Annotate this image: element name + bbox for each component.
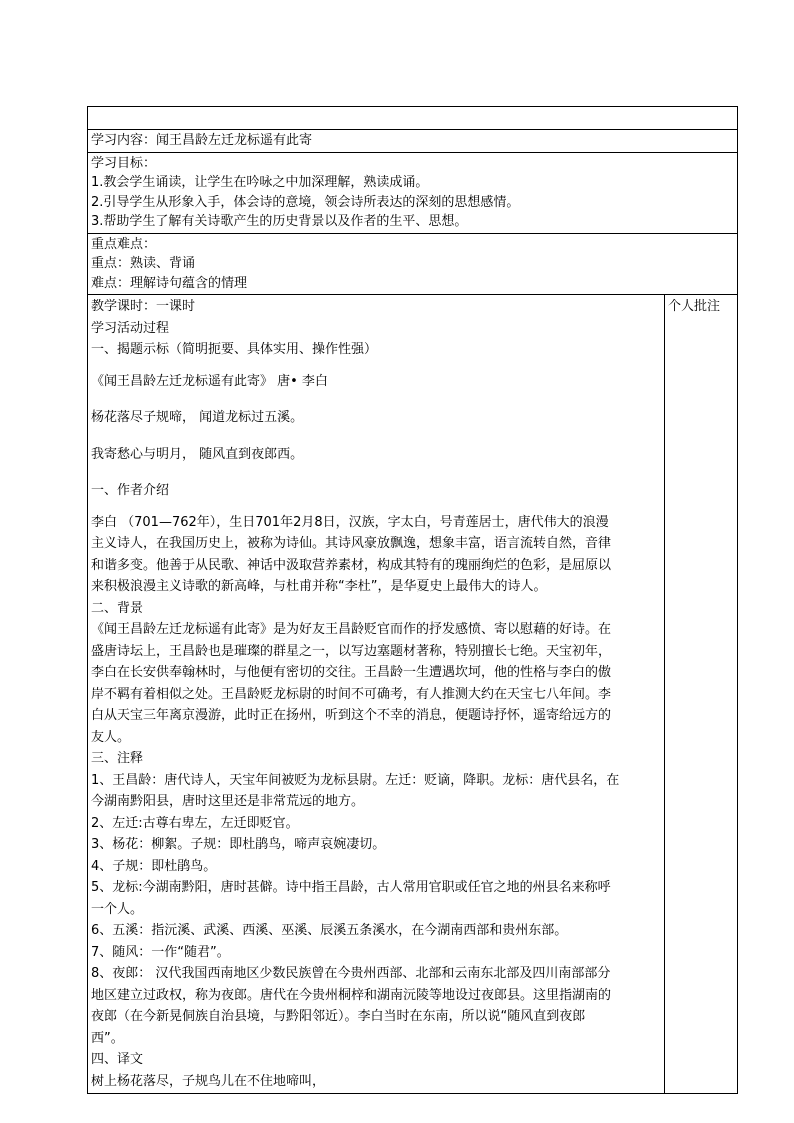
text-line: 李白 （701—762年），生日701年2月8日，汉族，字太白，号青莲居士，唐代伟大的浪漫 bbox=[91, 514, 609, 530]
text-line: 《闻王昌龄左迁龙标遥有此寄》 唐• 李白 bbox=[91, 373, 328, 389]
objectives-title: 学习目标： bbox=[91, 155, 157, 171]
header-blank-row bbox=[88, 107, 738, 130]
text-line: 来积极浪漫主义诗歌的新高峰，与杜甫并称“李杜”，是华夏史上最伟大的诗人。 bbox=[91, 579, 547, 594]
text-line: 树上杨花落尽，子规鸟儿在不住地啼叫， bbox=[91, 1073, 326, 1089]
lesson-plan-document bbox=[87, 106, 737, 1094]
text-line: 岸不羁有着相似之处。王昌龄贬龙标尉的时间不可确考，有人推测大约在天宝七八年间。李 bbox=[91, 686, 612, 702]
text-line: 杨花落尽子规啼， 闻道龙标过五溪。 bbox=[91, 410, 304, 425]
learning-objectives-row bbox=[88, 152, 738, 233]
text-line: 3、杨花：柳絮。子规：即杜鹃鸟，啼声哀婉凄切。 bbox=[91, 837, 386, 852]
main-body-row bbox=[88, 295, 738, 1094]
text-line: 三、注释 bbox=[91, 751, 144, 766]
text-line: 1、王昌龄：唐代诗人，天宝年间被贬为龙标县尉。左迁：贬谪，降职。龙标：唐代县名，在 bbox=[91, 772, 620, 788]
text-line: 一、揭题示标（简明扼要、具体实用、操作性强） bbox=[91, 342, 378, 357]
text-line: 今湖南黔阳县，唐时这里还是非常荒远的地方。 bbox=[91, 794, 365, 809]
text-line: 主义诗人，在我国历史上，被称为诗仙。其诗风豪放飘逸，想象丰富，语言流转自然，音律 bbox=[91, 536, 612, 551]
text-line: 盛唐诗坛上，王昌龄也是璀璨的群星之一，以写边塞题材著称，特别擅长七绝。天宝初年， bbox=[91, 643, 612, 659]
text-line: 我寄愁心与明月， 随风直到夜郎西。 bbox=[91, 446, 304, 462]
keypoints-title: 重点难点： bbox=[91, 236, 157, 252]
text-line: 一个人。 bbox=[91, 901, 144, 917]
text-line: 4、子规：即杜鹃鸟。 bbox=[91, 858, 217, 874]
text-line: 《闻王昌龄左迁龙标遥有此寄》是为好友王昌龄贬官而作的抒发感愤、寄以慰藉的好诗。在 bbox=[91, 622, 612, 637]
text-line: 5、龙标:今湖南黔阳，唐时甚僻。诗中指王昌龄，古人常用官职或任官之地的州县名来称呼 bbox=[91, 880, 611, 895]
text-line: 白从天宝三年离京漫游，此时正在扬州，听到这个不幸的消息，便题诗抒怀，遥寄给远方的 bbox=[91, 708, 612, 723]
text-line: 西”。 bbox=[91, 1030, 124, 1046]
spacer bbox=[91, 361, 661, 371]
lesson-main-cell bbox=[88, 295, 665, 1094]
text-line: 2、左迁:古尊右卑左，左迁即贬官。 bbox=[91, 815, 299, 831]
spacer bbox=[91, 502, 661, 512]
lesson-plan-table bbox=[87, 106, 738, 1094]
text-line: 李白在长安供奉翰林时，与他便有密切的交往。王昌龄一生遭遇坎坷，他的性格与李白的傲 bbox=[91, 665, 612, 680]
text-line: 8、夜郎： 汉代我国西南地区少数民族曾在今贵州西部、北部和云南东北部及四川南部部分 bbox=[91, 966, 611, 981]
text-line: 二、背景 bbox=[91, 600, 144, 616]
learning-content-label: 学习内容：闻王昌龄左迁龙标遥有此寄 bbox=[91, 133, 313, 148]
objective-item: 3.帮助学生了解有关诗歌产生的历史背景以及作者的生平、思想。 bbox=[91, 214, 468, 229]
difficult-point: 难点：理解诗句蕴含的情理 bbox=[91, 275, 248, 291]
key-point: 重点：熟读、背诵 bbox=[91, 256, 196, 271]
text-line: 和谐多变。他善于从民歌、神话中汲取营养素材，构成其特有的瑰丽绚烂的色彩，是屈原以 bbox=[91, 557, 612, 573]
text-line: 6、五溪：指沅溪、武溪、西溪、巫溪、辰溪五条溪水，在今湖南西部和贵州东部。 bbox=[91, 923, 568, 938]
text-line: 教学课时：一课时 bbox=[91, 299, 196, 314]
lesson-process-text bbox=[91, 296, 661, 1092]
text-line: 四、译文 bbox=[91, 1052, 144, 1067]
text-line: 7、随风：一作“随君”。 bbox=[91, 944, 230, 960]
objective-item: 1.教会学生诵读，让学生在吟咏之中加深理解，熟读成诵。 bbox=[91, 175, 429, 190]
objective-item: 2.引导学生从形象入手，体会诗的意境，领会诗所表达的深刻的思想感情。 bbox=[91, 194, 520, 210]
personal-notes-cell bbox=[665, 295, 738, 1094]
spacer bbox=[91, 392, 661, 407]
text-line: 学习活动过程 bbox=[91, 320, 170, 336]
learning-content-row bbox=[88, 130, 738, 153]
spacer bbox=[91, 429, 661, 444]
text-line: 地区建立过政权，称为夜郎。唐代在今贵州桐梓和湖南沅陵等地设过夜郎县。这里指湖南的 bbox=[91, 987, 612, 1003]
keypoints-row bbox=[88, 233, 738, 295]
spacer bbox=[91, 465, 661, 480]
text-line: 一、作者介绍 bbox=[91, 483, 170, 498]
personal-notes-label: 个人批注 bbox=[668, 299, 721, 314]
text-line: 夜郎（在今新晃侗族自治县境，与黔阳邻近）。李白当时在东南，所以说“随风直到夜郎 bbox=[91, 1009, 586, 1024]
text-line: 友人。 bbox=[91, 729, 131, 745]
